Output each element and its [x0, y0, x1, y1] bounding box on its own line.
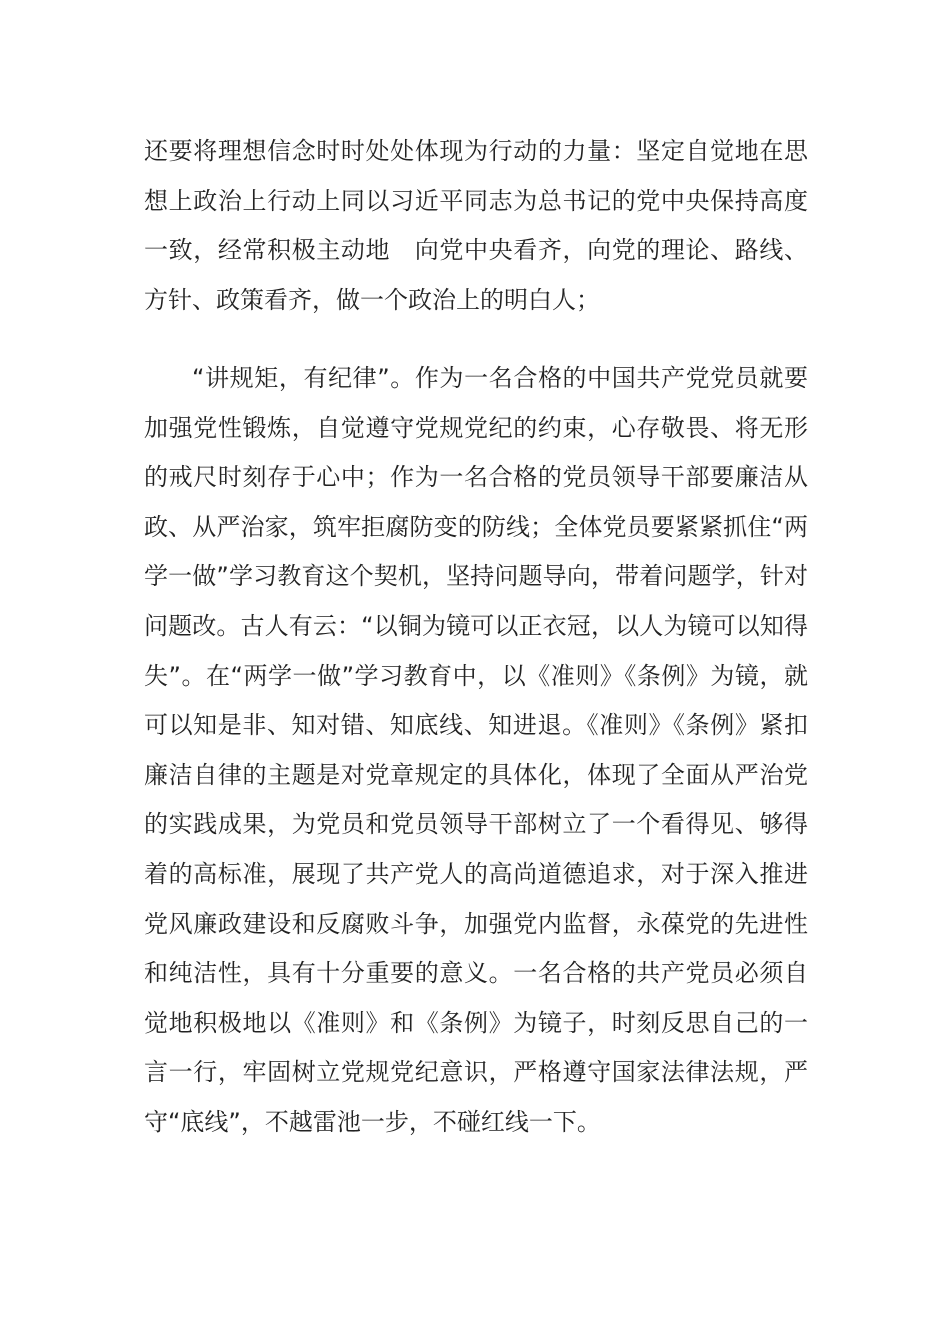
paragraph-1: 还要将理想信念时时处处体现为行动的力量：坚定自觉地在思想上政治上行动上同以习近平同志为总书记的党中央保持高度一致，经常积极主动地 向党中央看齐，向党的理论、路线、方针、政策看齐，做一个政治上的明白人； [144, 137, 808, 314]
paragraph-2: “讲规矩，有纪律”。作为一名合格的中国共产党党员就要加强党性锻炼，自觉遵守党规党纪的约束，心存敬畏、将无形的戒尺时刻存于心中；作为一名合格的党员领导干部要廉洁从政、从严治家，筑牢拒腐防变的防线；全体党员要紧紧抓住“两学一做”学习教育这个契机，坚持问题导向，带着问题学，针对问题改。古人有云：“以铜为镜可以正衣冠，以人为镜可以知得失”。在“两学一做”学习教育中，以《准则》《条例》为镜，就可以知是非、知对错、知底线、知进退。《准则》《条例》紧扣廉洁自律的主题是对党章规定的具体化，体现了全面从严治党的实践成果，为党员和党员领导干部树立了一个看得见、够得着的高标准，展现了共产党人的高尚道德追求，对于深入推进党风廉政建设和反腐败斗争，加强党内监督，永葆党的先进性和纯洁性，具有十分重要的意义。一名合格的共产党员必须自觉地积极地以《准则》和《条例》为镜子，时刻反思自己的一言一行，牢固树立党规党纪意识，严格遵守国家法律法规，严守“底线”，不越雷池一步，不碰红线一下。 [144, 364, 808, 1136]
